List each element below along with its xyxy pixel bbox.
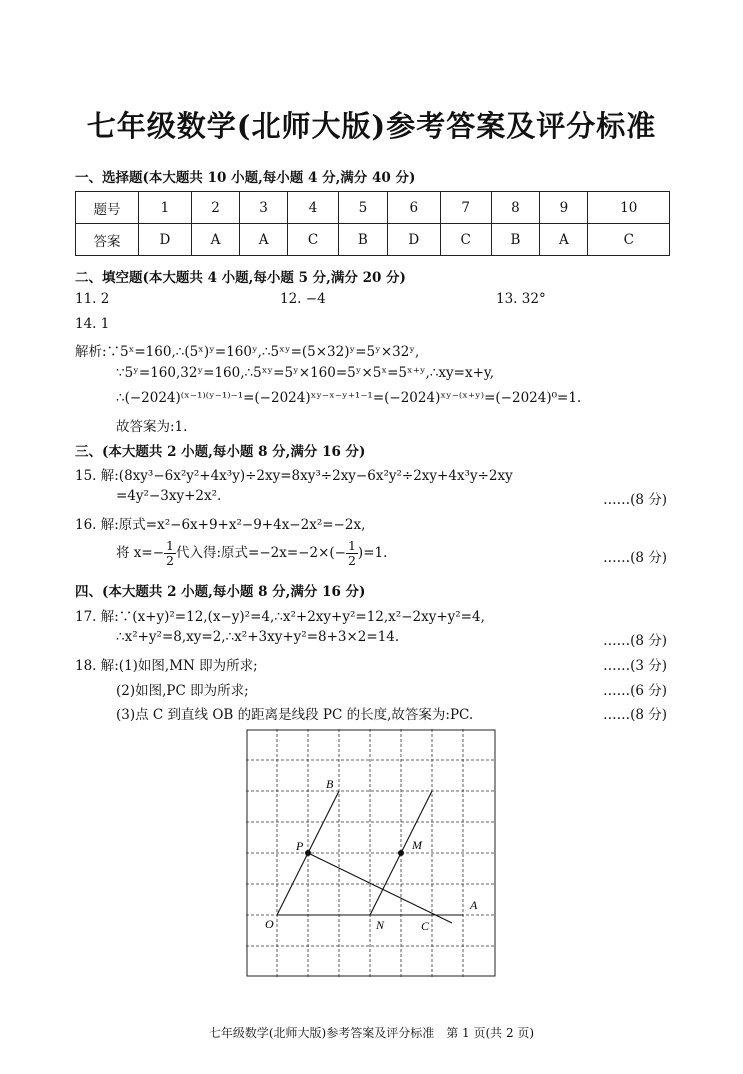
point-m	[398, 850, 404, 856]
q16-text-c: )=1.	[357, 545, 388, 561]
q16-score: ……(8 分)	[603, 550, 667, 566]
q16-line-1: 16. 解:原式=x²−6x+9+x²−9+4x−2x²=−2x,	[75, 517, 366, 533]
table-cell: A	[240, 224, 288, 256]
label-c: C	[421, 919, 430, 933]
table-cell: C	[588, 224, 670, 256]
analysis-line: 故答案为:1.	[116, 419, 188, 435]
fraction-half	[164, 539, 176, 568]
page-footer: 七年级数学(北师大版)参考答案及评分标准 第 1 页(共 2 页)	[208, 1026, 535, 1040]
table-cell: B	[338, 224, 387, 256]
answer-13: 13. 32°	[496, 291, 546, 307]
q15-line-2: =4y²−3xy+2x².	[116, 488, 222, 504]
table-cell: C	[288, 224, 339, 256]
table-cell: 3	[240, 192, 288, 224]
fraction-numerator: 1	[166, 538, 174, 553]
q18-line-3: (3)点 C 到直线 OB 的距离是线段 PC 的长度,故答案为:PC.	[116, 707, 474, 723]
answer-11: 11. 2	[75, 291, 110, 307]
table-cell: A	[540, 224, 588, 256]
q15-score: ……(8 分)	[603, 492, 667, 508]
analysis-line: ∴(−2024)⁽ˣ⁻¹⁾⁽ʸ⁻¹⁾⁻¹=(−2024)ˣʸ⁻ˣ⁻ʸ⁺¹⁻¹=(−2024)ˣʸ⁻⁽ˣ⁺ʸ⁾=(−2024)⁰=1.	[116, 390, 582, 406]
page-title: 七年级数学(北师大版)参考答案及评分标准	[86, 109, 657, 143]
table-row-numbers	[76, 192, 670, 224]
analysis-line: ∵5ʸ=160,32ʸ=160,∴5ˣʸ=5ʸ×160=5ʸ×5ˣ=5ˣ⁺ʸ,∴xy=x+y,	[116, 365, 495, 381]
q17-line-1: 17. 解:∵(x+y)²=12,(x−y)²=4,∴x²+2xy+y²=12,x²−2xy+y²=4,	[75, 609, 485, 625]
table-cell: D	[387, 224, 440, 256]
answer-14: 14. 1	[75, 316, 110, 332]
answer-table	[75, 191, 670, 256]
fraction-denominator: 2	[347, 553, 356, 568]
section-1-heading: 一、选择题(本大题共 10 小题,每小题 4 分,满分 40 分)	[75, 170, 416, 186]
table-cell: 7	[440, 192, 491, 224]
grid-lines	[246, 729, 496, 977]
section-3-heading: 三、(本大题共 2 小题,每小题 8 分,满分 16 分)	[75, 444, 366, 460]
q18-score-1: ……(3 分)	[603, 658, 667, 674]
table-cell: C	[440, 224, 491, 256]
q18-line-2: (2)如图,PC 即为所求;	[116, 683, 249, 699]
fraction-denominator: 2	[166, 553, 174, 568]
q18-score-2: ……(6 分)	[603, 683, 667, 699]
label-a: A	[470, 898, 478, 912]
q17-line-2: ∴x²+y²=8,xy=2,∴x²+3xy+y²=8+3×2=14.	[116, 629, 400, 645]
table-cell: B	[491, 224, 540, 256]
section-2-heading: 二、填空题(本大题共 4 小题,每小题 5 分,满分 20 分)	[75, 270, 406, 286]
row-label-number: 题号	[76, 192, 139, 224]
label-n: N	[376, 918, 385, 932]
section-4-heading: 四、(本大题共 2 小题,每小题 8 分,满分 16 分)	[75, 584, 366, 600]
line-pc	[308, 853, 452, 923]
table-cell: 9	[540, 192, 588, 224]
q16-text-b: 代入得:原式=−2x=−2×(−	[175, 545, 346, 561]
label-b: B	[326, 777, 334, 791]
q15-line-1: 15. 解:(8xy³−6x²y²+4x³y)÷2xy=8xy³÷2xy−6x²y²÷2xy+4x³y÷2xy	[75, 468, 513, 484]
geometry-grid-figure	[246, 729, 498, 979]
label-o: O	[265, 917, 274, 931]
q18-line-1: 18. 解:(1)如图,MN 即为所求;	[75, 658, 258, 674]
fraction-half	[346, 539, 358, 568]
q16-line-2	[116, 539, 387, 568]
q16-text-a: 将 x=−	[116, 545, 165, 561]
table-cell: 5	[338, 192, 387, 224]
table-cell: A	[191, 224, 239, 256]
table-cell: 2	[191, 192, 239, 224]
table-cell: 8	[491, 192, 540, 224]
analysis-line: 解析:∵5ˣ=160,∴(5ˣ)ʸ=160ʸ,∴5ˣʸ=(5×32)ʸ=5ʸ×32ʸ,	[75, 344, 420, 360]
row-label-answer: 答案	[76, 224, 139, 256]
table-cell: 6	[387, 192, 440, 224]
point-p	[305, 850, 311, 856]
q18-score-3: ……(8 分)	[603, 707, 667, 723]
fraction-numerator: 1	[347, 538, 356, 553]
label-p: P	[296, 839, 304, 853]
label-m: M	[412, 838, 422, 852]
table-cell: 1	[139, 192, 192, 224]
table-row-answers	[76, 224, 670, 256]
table-cell: D	[139, 224, 192, 256]
answer-12: 12. −4	[280, 291, 326, 307]
table-cell: 10	[588, 192, 670, 224]
table-cell: 4	[288, 192, 339, 224]
q17-score: ……(8 分)	[603, 633, 667, 649]
